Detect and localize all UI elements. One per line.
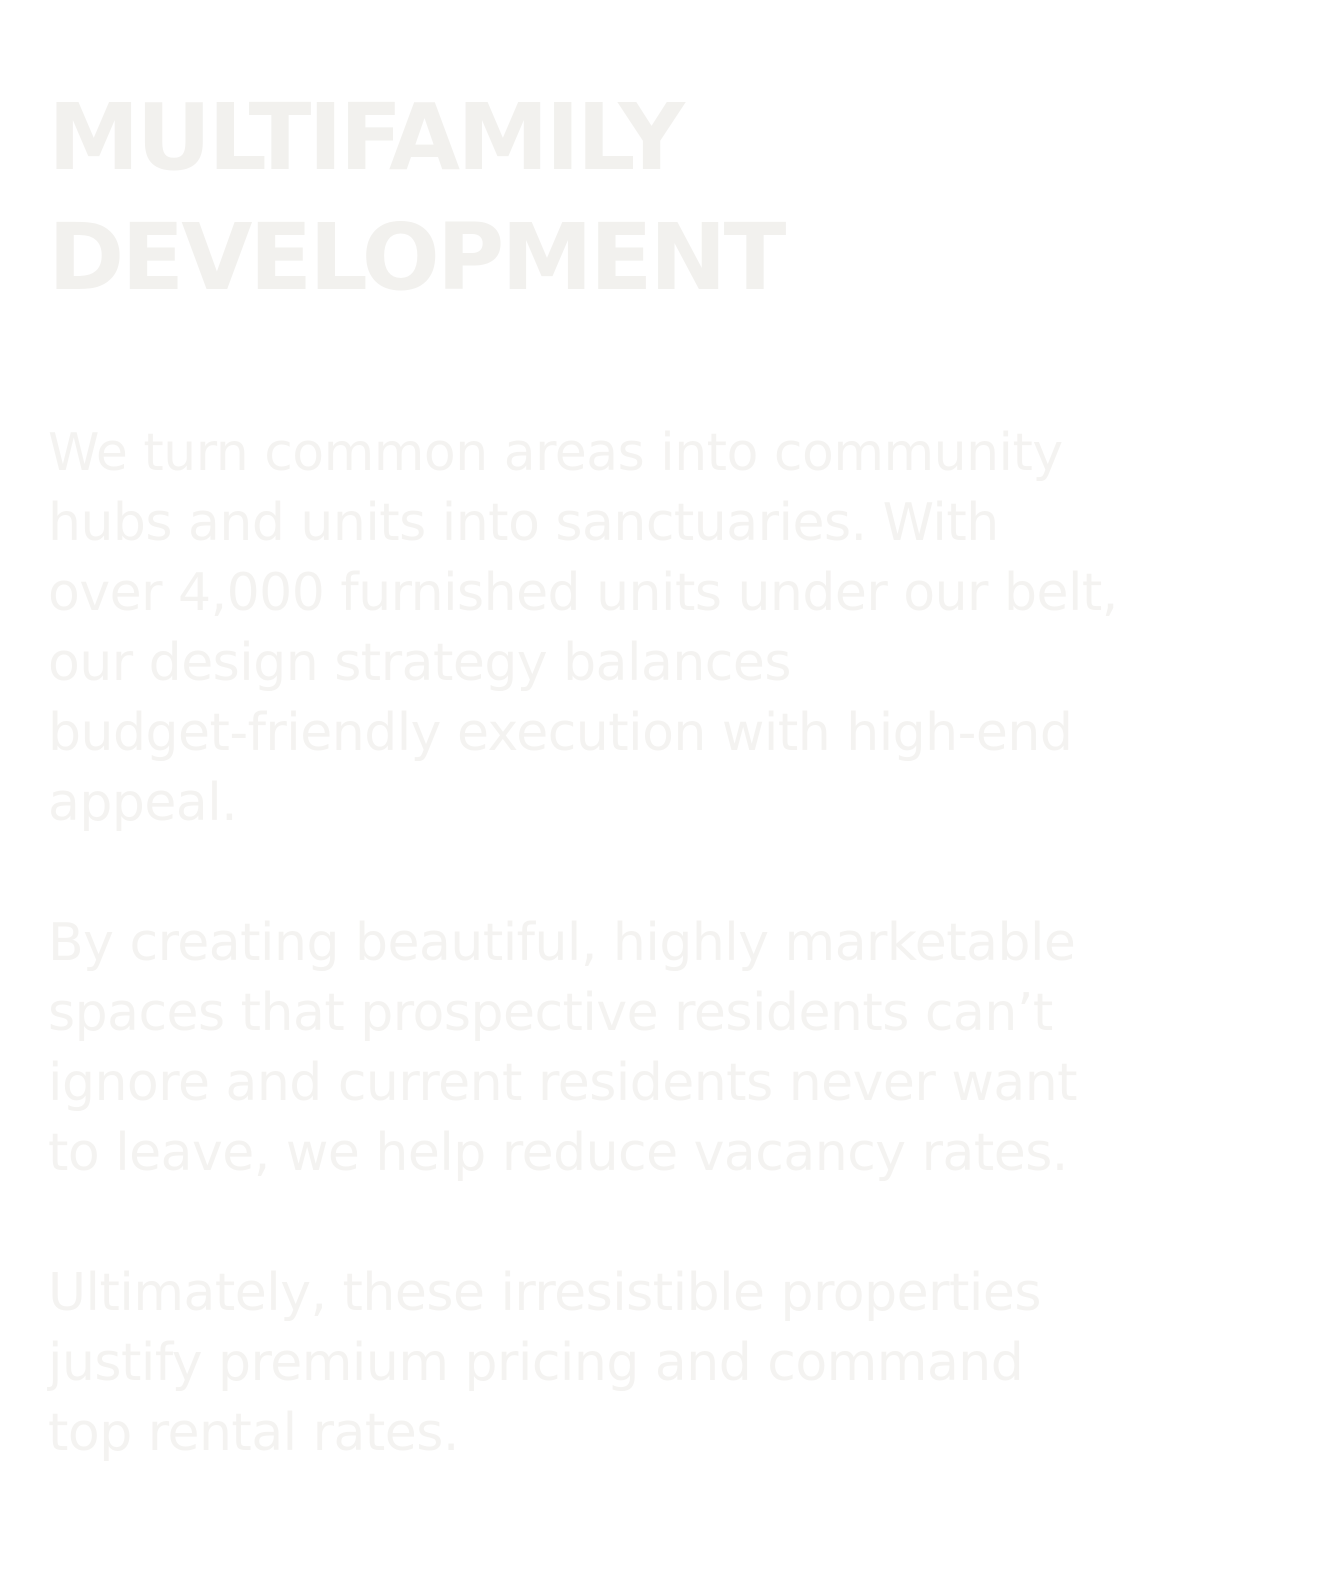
multifamily-section — [48, 78, 1278, 318]
title-line-1: MULTIFAMILY — [48, 84, 682, 191]
page-title — [48, 78, 1278, 318]
paragraph-marketability: By creating beautiful, highly marketable spaces that prospective residents can’t ignore and current residents never want to leave, we help reduce vacancy rates. — [48, 913, 1078, 1183]
paragraph-intro: We turn common areas into community hubs and units into sanctuaries. With over 4,000 furnished units under our belt, our design strategy balances budget-friendly execution with high-end appeal. — [48, 423, 1118, 833]
title-line-2: DEVELOPMENT — [48, 204, 784, 311]
paragraph-pricing: Ultimately, these irresistible properties justify premium pricing and command top rental rates. — [48, 1263, 1041, 1463]
description-block — [48, 418, 1273, 1468]
